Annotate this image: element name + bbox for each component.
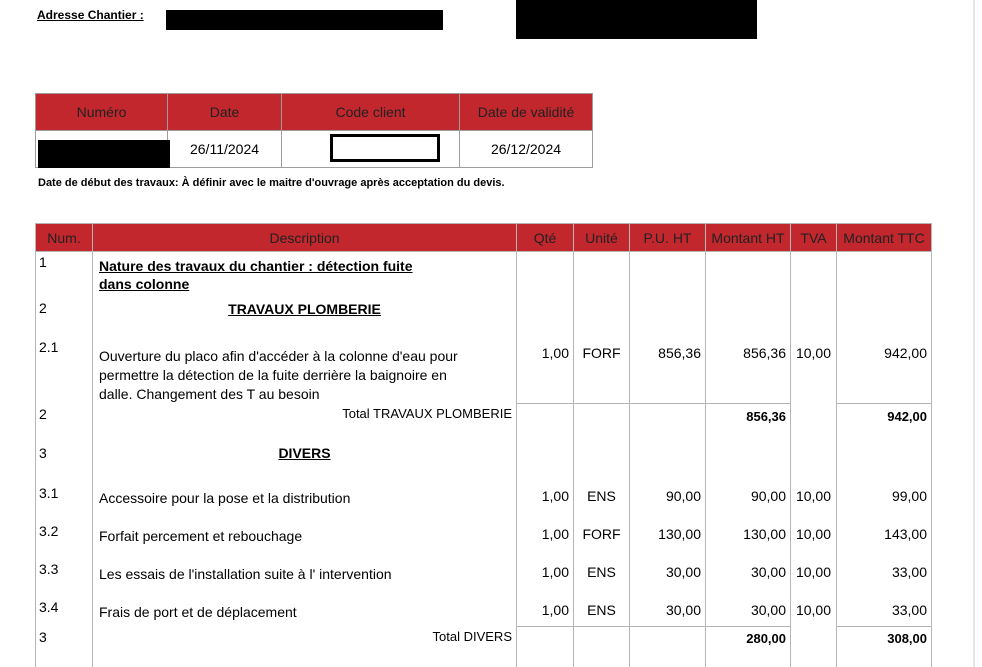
row-num: 3.3 bbox=[36, 553, 93, 591]
subtotal-label: Total TRAVAUX PLOMBERIE bbox=[93, 404, 517, 429]
col-qty: Qté bbox=[517, 224, 574, 252]
desc-line: permettre la détection de la fuite derrière la baignoire en bbox=[99, 366, 447, 383]
redacted-header-block bbox=[516, 0, 757, 39]
row-num: 3.1 bbox=[36, 477, 93, 515]
item-tva: 10,00 bbox=[791, 553, 837, 591]
quote-date: 26/11/2024 bbox=[168, 131, 282, 168]
subtotal-row bbox=[36, 627, 932, 667]
item-unit: FORF bbox=[574, 515, 630, 553]
redacted-number bbox=[38, 140, 170, 168]
quote-info-table bbox=[35, 93, 593, 168]
item-amount-ht: 30,00 bbox=[706, 591, 791, 627]
intro-line-2: dans colonne bbox=[99, 276, 190, 292]
desc-line: Ouverture du placo afin d'accéder à la colonne d'eau pour bbox=[99, 347, 458, 364]
section-title-row bbox=[36, 298, 932, 334]
header-validity: Date de validité bbox=[460, 94, 593, 131]
item-amount-ht: 130,00 bbox=[706, 515, 791, 553]
row-num: 3.4 bbox=[36, 591, 93, 627]
intro-description bbox=[93, 252, 517, 298]
subtotal-ht: 280,00 bbox=[706, 627, 791, 667]
desc-line: dalle. Changement des T au besoin bbox=[99, 385, 320, 402]
section-title-divers: DIVERS bbox=[93, 429, 517, 477]
item-qty: 1,00 bbox=[517, 477, 574, 515]
col-description: Description bbox=[93, 224, 517, 252]
page-edge bbox=[973, 0, 975, 667]
item-description: Les essais de l'installation suite à l' intervention bbox=[93, 553, 517, 591]
row-num: 1 bbox=[36, 252, 93, 298]
item-unit-price: 30,00 bbox=[630, 591, 706, 627]
item-unit: ENS bbox=[574, 591, 630, 627]
item-unit: ENS bbox=[574, 477, 630, 515]
row-num: 3 bbox=[36, 627, 93, 667]
col-num: Num. bbox=[36, 224, 93, 252]
item-amount-ht: 30,00 bbox=[706, 553, 791, 591]
item-tva: 10,00 bbox=[791, 334, 837, 404]
item-amount-ttc: 33,00 bbox=[837, 553, 932, 591]
subtotal-label: Total DIVERS bbox=[93, 627, 517, 667]
subtotal-ttc: 942,00 bbox=[837, 404, 932, 429]
item-amount-ttc: 33,00 bbox=[837, 591, 932, 627]
section-title-row bbox=[36, 429, 932, 477]
intro-line-1: Nature des travaux du chantier : détection fuite bbox=[99, 258, 413, 274]
address-label: Adresse Chantier : bbox=[37, 8, 144, 22]
start-date-note: Date de début des travaux: À définir avec le maitre d'ouvrage après acceptation du devis. bbox=[38, 177, 505, 189]
col-amount-ht: Montant HT bbox=[706, 224, 791, 252]
item-tva: 10,00 bbox=[791, 515, 837, 553]
item-unit-price: 30,00 bbox=[630, 553, 706, 591]
quote-lines-table bbox=[35, 223, 932, 667]
item-unit-price: 90,00 bbox=[630, 477, 706, 515]
item-description: Accessoire pour la pose et la distribution bbox=[93, 477, 517, 515]
item-unit-price: 130,00 bbox=[630, 515, 706, 553]
table-row bbox=[36, 334, 932, 404]
row-num: 2 bbox=[36, 404, 93, 429]
item-tva: 10,00 bbox=[791, 477, 837, 515]
item-tva: 10,00 bbox=[791, 591, 837, 627]
section-title-plomberie: TRAVAUX PLOMBERIE bbox=[93, 298, 517, 334]
col-unit: Unité bbox=[574, 224, 630, 252]
item-qty: 1,00 bbox=[517, 515, 574, 553]
row-num: 3 bbox=[36, 429, 93, 477]
item-amount-ht: 856,36 bbox=[706, 334, 791, 404]
item-qty: 1,00 bbox=[517, 553, 574, 591]
redacted-client-code bbox=[330, 134, 440, 162]
header-date: Date bbox=[168, 94, 282, 131]
item-amount-ttc: 99,00 bbox=[837, 477, 932, 515]
subtotal-ttc: 308,00 bbox=[837, 627, 932, 667]
item-description: Forfait percement et rebouchage bbox=[93, 515, 517, 553]
item-description: Frais de port et de déplacement bbox=[93, 591, 517, 627]
header-code-client: Code client bbox=[282, 94, 460, 131]
table-row bbox=[36, 591, 932, 627]
row-num: 2.1 bbox=[36, 334, 93, 404]
header-numero: Numéro bbox=[36, 94, 168, 131]
item-amount-ht: 90,00 bbox=[706, 477, 791, 515]
row-num: 2 bbox=[36, 298, 93, 334]
item-amount-ttc: 143,00 bbox=[837, 515, 932, 553]
item-qty: 1,00 bbox=[517, 591, 574, 627]
item-amount-ttc: 942,00 bbox=[837, 334, 932, 404]
subtotal-row bbox=[36, 404, 932, 429]
redacted-address bbox=[166, 10, 443, 30]
col-amount-ttc: Montant TTC bbox=[837, 224, 932, 252]
table-row bbox=[36, 477, 932, 515]
item-qty: 1,00 bbox=[517, 334, 574, 404]
table-row bbox=[36, 553, 932, 591]
table-row bbox=[36, 515, 932, 553]
quote-number-cell bbox=[36, 131, 168, 168]
client-code-cell bbox=[282, 131, 460, 168]
table-row bbox=[36, 252, 932, 298]
item-unit: ENS bbox=[574, 553, 630, 591]
row-num: 3.2 bbox=[36, 515, 93, 553]
item-unit: FORF bbox=[574, 334, 630, 404]
quote-validity-date: 26/12/2024 bbox=[460, 131, 593, 168]
subtotal-ht: 856,36 bbox=[706, 404, 791, 429]
item-unit-price: 856,36 bbox=[630, 334, 706, 404]
col-tva: TVA bbox=[791, 224, 837, 252]
col-unit-price: P.U. HT bbox=[630, 224, 706, 252]
item-description bbox=[93, 334, 517, 404]
